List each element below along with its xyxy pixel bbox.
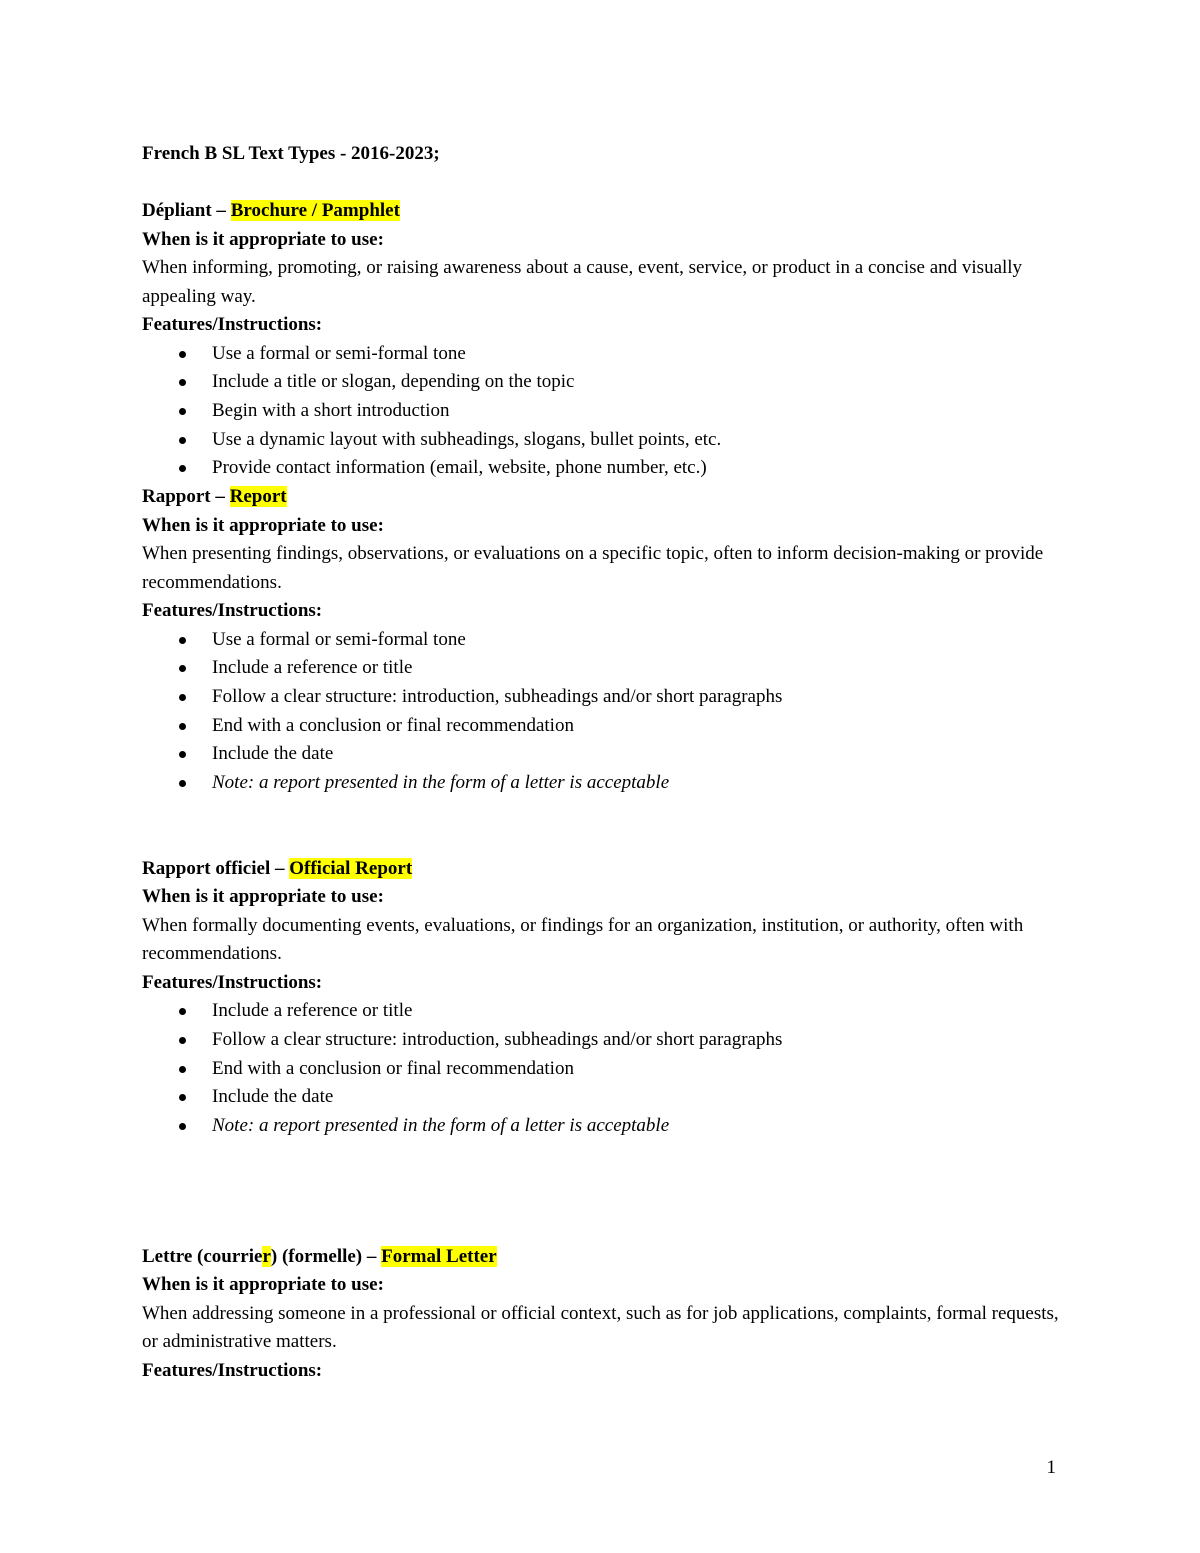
list-item <box>142 740 1072 769</box>
section-official-report <box>142 855 1072 1141</box>
list-item <box>142 1055 1072 1084</box>
heading-french: Rapport officiel – <box>142 857 290 879</box>
heading-french: Lettre (courrie <box>142 1245 263 1267</box>
when-text: When presenting findings, observations, or evaluations on a specific topic, often to inform decision-making or provide recommendations. <box>142 543 1044 593</box>
features-list <box>142 997 1072 1141</box>
bullet-icon <box>179 465 186 472</box>
bullet-icon <box>179 780 186 787</box>
list-item-text: Use a dynamic layout with subheadings, slogans, bullet points, etc. <box>212 428 722 450</box>
list-item <box>142 397 1072 426</box>
when-label: When is it appropriate to use: <box>142 228 384 250</box>
when-label: When is it appropriate to use: <box>142 1274 384 1296</box>
list-item-text: Include a reference or title <box>212 1000 413 1022</box>
features-label: Features/Instructions: <box>142 971 323 993</box>
bullet-icon <box>179 1094 186 1101</box>
list-item-text: Include a title or slogan, depending on the topic <box>212 371 575 393</box>
note-text: Note: a report presented in the form of a letter is acceptable <box>212 1115 670 1137</box>
section-heading <box>142 1243 1072 1272</box>
when-label: When is it appropriate to use: <box>142 514 384 536</box>
bullet-icon <box>179 408 186 415</box>
bullet-icon <box>179 665 186 672</box>
features-label: Features/Instructions: <box>142 1359 323 1381</box>
list-item <box>142 712 1072 741</box>
heading-english-highlight: Brochure / Pamphlet <box>230 200 400 221</box>
section-heading <box>142 197 1072 226</box>
bullet-icon <box>179 1008 186 1015</box>
when-label: When is it appropriate to use: <box>142 886 384 908</box>
list-item <box>142 1083 1072 1112</box>
list-item <box>142 454 1072 483</box>
list-item-text: End with a conclusion or final recommendation <box>212 1057 574 1079</box>
heading-english-highlight: Official Report <box>289 857 413 879</box>
features-list <box>142 626 1072 798</box>
list-item-text: Use a formal or semi-formal tone <box>212 628 466 650</box>
section-heading <box>142 855 1072 884</box>
section-brochure <box>142 197 1072 483</box>
document-body <box>142 140 1072 1385</box>
features-label: Features/Instructions: <box>142 600 323 622</box>
heading-french-end: ) (formelle) – <box>270 1245 382 1267</box>
list-item-note <box>142 769 1072 798</box>
heading-english-highlight: Report <box>229 486 287 508</box>
when-text: When informing, promoting, or raising awareness about a cause, event, service, or product in a concise and visually appealing way. <box>142 257 1023 307</box>
section-heading <box>142 483 1072 512</box>
list-item-text: Begin with a short introduction <box>212 399 450 421</box>
bullet-icon <box>179 351 186 358</box>
bullet-icon <box>179 1037 186 1044</box>
list-item-text: End with a conclusion or final recommendation <box>212 714 574 736</box>
heading-english-highlight: Formal Letter <box>381 1245 497 1267</box>
bullet-icon <box>179 437 186 444</box>
bullet-icon <box>179 637 186 644</box>
list-item-text: Use a formal or semi-formal tone <box>212 342 466 364</box>
bullet-icon <box>179 694 186 701</box>
list-item <box>142 997 1072 1026</box>
features-label: Features/Instructions: <box>142 314 323 335</box>
list-item <box>142 368 1072 397</box>
list-item-text: Follow a clear structure: introduction, subheadings and/or short paragraphs <box>212 1028 783 1050</box>
spacer <box>142 798 1072 855</box>
list-item-text: Include a reference or title <box>212 657 413 679</box>
heading-french: Dépliant – <box>142 200 231 221</box>
when-text: When formally documenting events, evaluations, or findings for an organization, institution, or authority, often with recommendations. <box>142 914 1024 965</box>
bullet-icon <box>179 1123 186 1130</box>
document-title: French B SL Text Types - 2016-2023; <box>142 143 440 164</box>
bullet-icon <box>179 751 186 758</box>
note-text: Note: a report presented in the form of a letter is acceptable <box>212 772 670 794</box>
section-report <box>142 483 1072 798</box>
list-item <box>142 426 1072 455</box>
list-item-text: Include the date <box>212 743 334 765</box>
spacer <box>142 1141 1072 1243</box>
heading-french-highlight: r <box>262 1245 271 1267</box>
list-item <box>142 626 1072 655</box>
list-item <box>142 340 1072 369</box>
section-formal-letter <box>142 1243 1072 1386</box>
list-item-note <box>142 1112 1072 1141</box>
heading-french: Rapport – <box>142 486 230 508</box>
list-item-text: Provide contact information (email, website, phone number, etc.) <box>212 457 707 479</box>
list-item <box>142 1026 1072 1055</box>
bullet-icon <box>179 379 186 386</box>
list-item-text: Include the date <box>212 1086 334 1108</box>
features-list <box>142 340 1072 484</box>
list-item <box>142 683 1072 712</box>
list-item-text: Follow a clear structure: introduction, subheadings and/or short paragraphs <box>212 685 783 707</box>
when-text: When addressing someone in a professional or official context, such as for job applications, complaints, formal requests, or administrative matters. <box>142 1302 1059 1353</box>
list-item <box>142 654 1072 683</box>
page-number: 1 <box>1046 1457 1056 1478</box>
bullet-icon <box>179 723 186 730</box>
bullet-icon <box>179 1066 186 1073</box>
